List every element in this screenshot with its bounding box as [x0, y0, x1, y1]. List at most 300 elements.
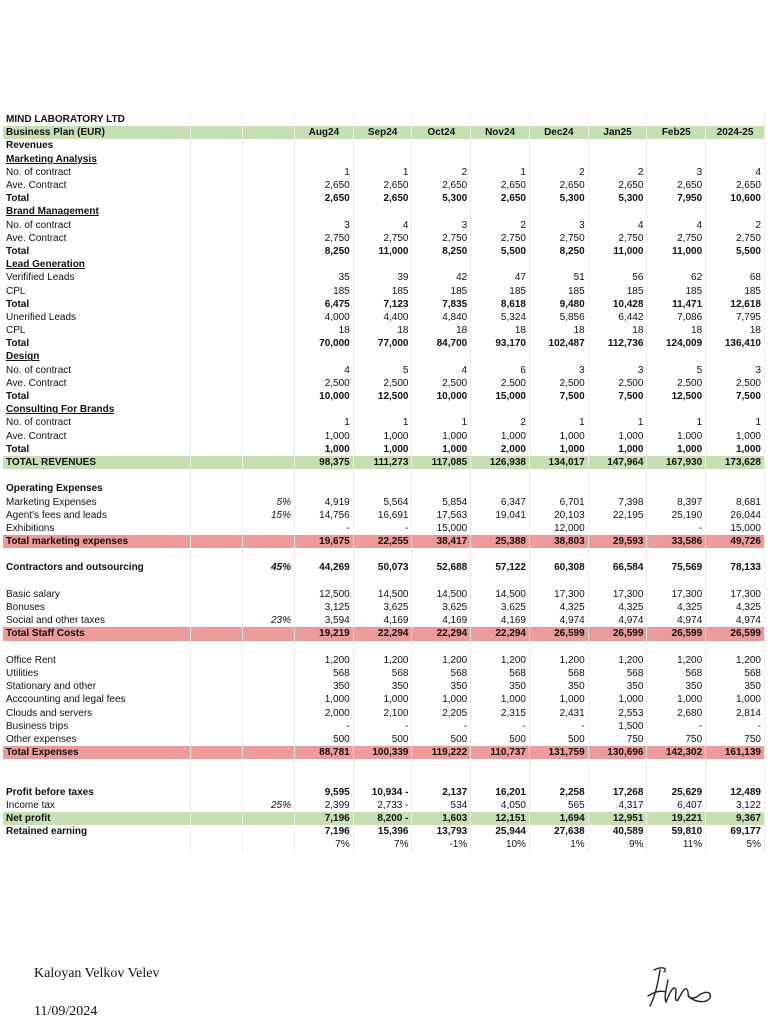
value-cell: 102,487: [529, 337, 588, 350]
row-label: Social and other taxes: [3, 614, 190, 627]
table-row: [3, 232, 765, 245]
rate-cell: [242, 416, 294, 429]
empty-cell: [190, 390, 242, 403]
value-cell: 70,000: [295, 337, 354, 350]
empty-cell: [190, 350, 242, 363]
value-cell: 117,085: [412, 456, 471, 469]
value-cell: -: [647, 720, 706, 733]
table-row: [3, 311, 765, 324]
rate-cell: [242, 205, 294, 218]
value-cell: 1,000: [706, 693, 765, 706]
value-cell: [529, 113, 588, 126]
value-cell: 68: [706, 271, 765, 284]
value-cell: 147,964: [588, 456, 647, 469]
value-cell: [647, 482, 706, 495]
empty-cell: [190, 627, 242, 640]
row-label: Operating Expenses: [3, 482, 190, 495]
value-cell: 1,000: [471, 693, 530, 706]
rate-cell: [242, 284, 294, 297]
value-cell: 1: [412, 416, 471, 429]
value-cell: 8,681: [706, 495, 765, 508]
value-cell: 12,000: [529, 522, 588, 535]
value-cell: 5,300: [588, 192, 647, 205]
value-cell: 2,650: [588, 179, 647, 192]
empty-cell: [190, 258, 242, 271]
value-cell: [471, 153, 530, 166]
row-label: Ave. Contract: [3, 377, 190, 390]
value-cell: 15,000: [706, 522, 765, 535]
table-row: [3, 693, 765, 706]
empty-cell: [190, 588, 242, 601]
empty-cell: [190, 509, 242, 522]
value-cell: [471, 403, 530, 416]
value-cell: [353, 205, 412, 218]
rate-cell: [242, 548, 294, 561]
table-row: [3, 298, 765, 311]
value-cell: [588, 205, 647, 218]
value-cell: -: [353, 720, 412, 733]
value-cell: 17,563: [412, 509, 471, 522]
value-cell: 20,103: [529, 509, 588, 522]
value-cell: 185: [353, 284, 412, 297]
value-cell: [471, 139, 530, 152]
value-cell: [706, 548, 765, 561]
value-cell: 3,594: [295, 614, 354, 627]
value-cell: 2,500: [706, 377, 765, 390]
row-label: Total: [3, 192, 190, 205]
empty-cell: [190, 205, 242, 218]
value-cell: 1,000: [588, 443, 647, 456]
value-cell: 1,000: [412, 430, 471, 443]
table-row: [3, 258, 765, 271]
value-cell: 2,733 -: [353, 799, 412, 812]
value-cell: [353, 548, 412, 561]
table-row: [3, 535, 765, 548]
value-cell: 27,638: [529, 825, 588, 838]
rate-cell: [242, 298, 294, 311]
value-cell: 2,500: [588, 377, 647, 390]
value-cell: 1: [353, 416, 412, 429]
value-cell: 18: [588, 324, 647, 337]
value-cell: 26,599: [588, 627, 647, 640]
empty-cell: [190, 786, 242, 799]
value-cell: 4: [706, 166, 765, 179]
value-cell: 10,600: [706, 192, 765, 205]
empty-cell: [190, 720, 242, 733]
value-cell: [412, 205, 471, 218]
value-cell: 142,302: [647, 746, 706, 759]
value-cell: 5: [353, 364, 412, 377]
value-cell: [295, 759, 354, 772]
value-cell: 22,255: [353, 535, 412, 548]
value-cell: 14,500: [471, 588, 530, 601]
empty-cell: [190, 614, 242, 627]
table-row: [3, 522, 765, 535]
column-header: Feb25: [647, 126, 706, 139]
table-row: [3, 509, 765, 522]
value-cell: [529, 469, 588, 482]
empty-cell: [190, 298, 242, 311]
value-cell: 19,221: [647, 812, 706, 825]
value-cell: 10%: [471, 838, 530, 851]
value-cell: 568: [295, 667, 354, 680]
value-cell: 7,500: [706, 390, 765, 403]
table-row: [3, 271, 765, 284]
row-label: Brand Management: [3, 205, 190, 218]
value-cell: 1,000: [588, 430, 647, 443]
value-cell: [588, 641, 647, 654]
rate-cell: [242, 482, 294, 495]
value-cell: [529, 258, 588, 271]
value-cell: 568: [412, 667, 471, 680]
value-cell: 1,200: [353, 654, 412, 667]
value-cell: 111,273: [353, 456, 412, 469]
value-cell: 350: [295, 680, 354, 693]
value-cell: 3,125: [295, 601, 354, 614]
rate-cell: 23%: [242, 614, 294, 627]
value-cell: 17,300: [529, 588, 588, 601]
empty-cell: [190, 337, 242, 350]
value-cell: [529, 575, 588, 588]
value-cell: 126,938: [471, 456, 530, 469]
rate-cell: [242, 535, 294, 548]
rate-cell: [242, 232, 294, 245]
value-cell: 7,196: [295, 812, 354, 825]
value-cell: [529, 153, 588, 166]
empty-cell: [190, 284, 242, 297]
table-row: [3, 495, 765, 508]
value-cell: [529, 205, 588, 218]
value-cell: [295, 139, 354, 152]
value-cell: 2,650: [471, 179, 530, 192]
empty-cell: [190, 469, 242, 482]
row-label: [3, 548, 190, 561]
value-cell: 84,700: [412, 337, 471, 350]
empty-cell: [190, 219, 242, 232]
value-cell: 4,974: [706, 614, 765, 627]
value-cell: 15,000: [412, 522, 471, 535]
table-row: [3, 205, 765, 218]
value-cell: 3: [412, 219, 471, 232]
value-cell: 2: [706, 219, 765, 232]
value-cell: 4,000: [295, 311, 354, 324]
value-cell: 19,041: [471, 509, 530, 522]
value-cell: 7,123: [353, 298, 412, 311]
value-cell: 2,431: [529, 706, 588, 719]
rate-cell: [242, 720, 294, 733]
value-cell: 2,650: [706, 179, 765, 192]
row-label: No. of contract: [3, 219, 190, 232]
value-cell: 1,694: [529, 812, 588, 825]
value-cell: 4,400: [353, 311, 412, 324]
value-cell: 22,294: [353, 627, 412, 640]
value-cell: [588, 548, 647, 561]
value-cell: [588, 258, 647, 271]
empty-cell: [190, 561, 242, 574]
value-cell: 60,308: [529, 561, 588, 574]
value-cell: 78,133: [706, 561, 765, 574]
value-cell: [412, 153, 471, 166]
empty-cell: [190, 271, 242, 284]
value-cell: 2,500: [353, 377, 412, 390]
value-cell: 22,294: [471, 627, 530, 640]
column-header: Nov24: [471, 126, 530, 139]
value-cell: [412, 575, 471, 588]
value-cell: 2,750: [471, 232, 530, 245]
table-row: [3, 772, 765, 785]
value-cell: 39: [353, 271, 412, 284]
value-cell: 2,399: [295, 799, 354, 812]
value-cell: 161,139: [706, 746, 765, 759]
value-cell: [353, 575, 412, 588]
value-cell: 1,500: [588, 720, 647, 733]
value-cell: 1: [647, 416, 706, 429]
row-label: [3, 469, 190, 482]
value-cell: 4,317: [588, 799, 647, 812]
value-cell: 1,000: [295, 693, 354, 706]
value-cell: 167,930: [647, 456, 706, 469]
rate-cell: [242, 337, 294, 350]
table-row: [3, 601, 765, 614]
row-label: Ave. Contract: [3, 179, 190, 192]
value-cell: 25,388: [471, 535, 530, 548]
signatory-name: Kaloyan Velkov Velev: [34, 966, 160, 981]
value-cell: 1,000: [529, 443, 588, 456]
value-cell: [529, 548, 588, 561]
value-cell: 56: [588, 271, 647, 284]
value-cell: 1: [295, 166, 354, 179]
value-cell: 9%: [588, 838, 647, 851]
value-cell: 18: [471, 324, 530, 337]
value-cell: 2,750: [412, 232, 471, 245]
value-cell: 124,009: [647, 337, 706, 350]
value-cell: [471, 113, 530, 126]
value-cell: 185: [647, 284, 706, 297]
value-cell: 29,593: [588, 535, 647, 548]
value-cell: [412, 772, 471, 785]
row-label: Stationary and other: [3, 680, 190, 693]
value-cell: 14,756: [295, 509, 354, 522]
value-cell: 6,407: [647, 799, 706, 812]
value-cell: 350: [529, 680, 588, 693]
rate-cell: [242, 192, 294, 205]
row-label: Total: [3, 337, 190, 350]
value-cell: 40,589: [588, 825, 647, 838]
value-cell: 7%: [353, 838, 412, 851]
value-cell: 568: [529, 667, 588, 680]
value-cell: [412, 641, 471, 654]
value-cell: 8,618: [471, 298, 530, 311]
value-cell: [471, 575, 530, 588]
empty-cell: [190, 166, 242, 179]
value-cell: 12,489: [706, 786, 765, 799]
row-label: [3, 838, 190, 851]
value-cell: 9,480: [529, 298, 588, 311]
row-label: [3, 641, 190, 654]
empty-cell: [190, 680, 242, 693]
value-cell: [471, 759, 530, 772]
value-cell: 5,500: [706, 245, 765, 258]
rate-cell: [242, 377, 294, 390]
value-cell: 2,750: [647, 232, 706, 245]
value-cell: 4,840: [412, 311, 471, 324]
value-cell: 500: [471, 733, 530, 746]
value-cell: [588, 469, 647, 482]
value-cell: 3,122: [706, 799, 765, 812]
empty-cell: [190, 601, 242, 614]
value-cell: 8,250: [529, 245, 588, 258]
value-cell: 25,944: [471, 825, 530, 838]
value-cell: 10,000: [412, 390, 471, 403]
rate-cell: 25%: [242, 799, 294, 812]
value-cell: [588, 153, 647, 166]
value-cell: 2,650: [529, 179, 588, 192]
value-cell: 2,814: [706, 706, 765, 719]
value-cell: 2,100: [353, 706, 412, 719]
row-label: Ave. Contract: [3, 232, 190, 245]
value-cell: [706, 759, 765, 772]
value-cell: [471, 522, 530, 535]
row-label: Total marketing expenses: [3, 535, 190, 548]
column-header: 2024-25: [706, 126, 765, 139]
value-cell: 4,974: [529, 614, 588, 627]
empty-cell: [190, 522, 242, 535]
empty-cell: [190, 812, 242, 825]
value-cell: 18: [353, 324, 412, 337]
value-cell: 2,205: [412, 706, 471, 719]
value-cell: 1,000: [647, 430, 706, 443]
value-cell: 2,650: [412, 179, 471, 192]
value-cell: 112,736: [588, 337, 647, 350]
value-cell: [295, 113, 354, 126]
rate-cell: [242, 693, 294, 706]
value-cell: [588, 575, 647, 588]
value-cell: 1,000: [647, 693, 706, 706]
empty-cell: [190, 535, 242, 548]
value-cell: 93,170: [471, 337, 530, 350]
empty-cell: [190, 113, 242, 126]
value-cell: [647, 139, 706, 152]
value-cell: [295, 205, 354, 218]
value-cell: 1,000: [471, 430, 530, 443]
value-cell: 7,398: [588, 495, 647, 508]
empty-cell: [190, 192, 242, 205]
value-cell: 2,750: [588, 232, 647, 245]
value-cell: 5,300: [529, 192, 588, 205]
value-cell: 16,691: [353, 509, 412, 522]
value-cell: 2,000: [295, 706, 354, 719]
value-cell: 2,650: [295, 192, 354, 205]
row-label: MIND LABORATORY LTD: [3, 113, 190, 126]
empty-cell: [190, 456, 242, 469]
rate-cell: 15%: [242, 509, 294, 522]
value-cell: [353, 350, 412, 363]
rate-cell: [242, 812, 294, 825]
value-cell: [647, 205, 706, 218]
value-cell: 1,200: [295, 654, 354, 667]
empty-cell: [190, 126, 242, 139]
table-row: [3, 139, 765, 152]
value-cell: [706, 113, 765, 126]
table-row: [3, 416, 765, 429]
value-cell: [588, 403, 647, 416]
value-cell: -1%: [412, 838, 471, 851]
value-cell: 1,000: [295, 430, 354, 443]
table-row: [3, 667, 765, 680]
value-cell: 1,200: [706, 654, 765, 667]
empty-cell: [190, 232, 242, 245]
value-cell: 568: [353, 667, 412, 680]
value-cell: 8,397: [647, 495, 706, 508]
value-cell: 52,688: [412, 561, 471, 574]
empty-cell: [190, 245, 242, 258]
empty-cell: [190, 654, 242, 667]
value-cell: 75,569: [647, 561, 706, 574]
value-cell: 5%: [706, 838, 765, 851]
row-label: No. of contract: [3, 416, 190, 429]
value-cell: 750: [706, 733, 765, 746]
rate-cell: [242, 733, 294, 746]
empty-cell: [190, 706, 242, 719]
column-header: Jan25: [588, 126, 647, 139]
value-cell: 6,475: [295, 298, 354, 311]
value-cell: 38,803: [529, 535, 588, 548]
value-cell: 100,339: [353, 746, 412, 759]
value-cell: 6,347: [471, 495, 530, 508]
value-cell: 59,810: [647, 825, 706, 838]
empty-cell: [190, 575, 242, 588]
value-cell: 1,000: [529, 693, 588, 706]
value-cell: [412, 548, 471, 561]
table-row: [3, 548, 765, 561]
table-row: [3, 443, 765, 456]
rate-cell: [242, 772, 294, 785]
empty-cell: [190, 324, 242, 337]
row-label: CPL: [3, 284, 190, 297]
value-cell: 500: [529, 733, 588, 746]
value-cell: [353, 641, 412, 654]
value-cell: 11%: [647, 838, 706, 851]
value-cell: 12,500: [353, 390, 412, 403]
value-cell: 2,750: [295, 232, 354, 245]
value-cell: 119,222: [412, 746, 471, 759]
value-cell: 185: [588, 284, 647, 297]
value-cell: [353, 469, 412, 482]
value-cell: 131,759: [529, 746, 588, 759]
value-cell: [353, 113, 412, 126]
value-cell: [706, 575, 765, 588]
value-cell: 33,586: [647, 535, 706, 548]
value-cell: [647, 350, 706, 363]
value-cell: -: [412, 720, 471, 733]
value-cell: 1,000: [353, 693, 412, 706]
value-cell: 5,500: [471, 245, 530, 258]
row-label: [3, 759, 190, 772]
table-row: [3, 680, 765, 693]
value-cell: 69,177: [706, 825, 765, 838]
value-cell: 26,599: [647, 627, 706, 640]
rate-cell: [242, 641, 294, 654]
table-row: [3, 469, 765, 482]
value-cell: 14,500: [353, 588, 412, 601]
value-cell: [412, 403, 471, 416]
value-cell: [412, 139, 471, 152]
value-cell: 98,375: [295, 456, 354, 469]
value-cell: 3: [529, 219, 588, 232]
empty-cell: [190, 311, 242, 324]
value-cell: [588, 522, 647, 535]
value-cell: 18: [412, 324, 471, 337]
